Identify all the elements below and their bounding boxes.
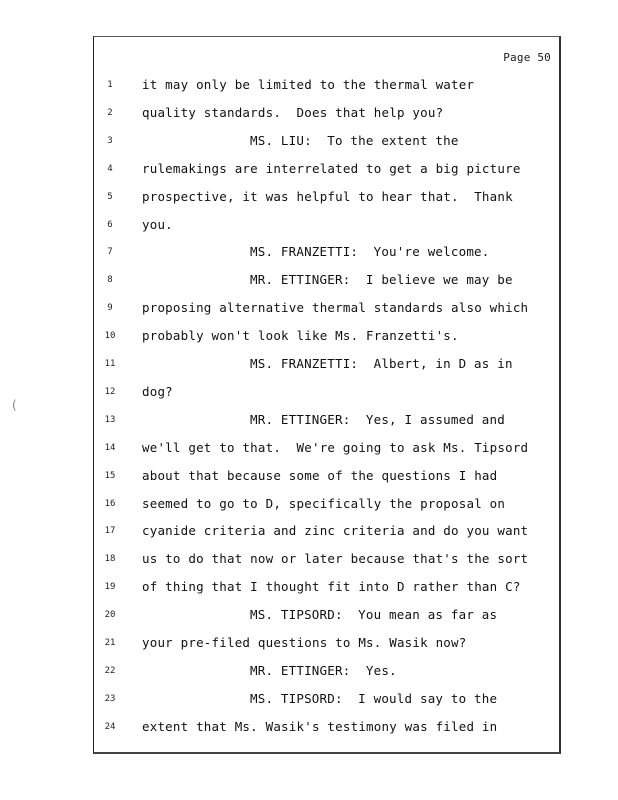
transcript-line <box>94 496 562 516</box>
transcript-line <box>94 663 562 683</box>
transcript-line <box>94 384 562 404</box>
line-number: 4 <box>107 163 113 174</box>
transcript-line <box>94 468 562 488</box>
line-text: us to do that now or later because that's the sort <box>142 551 529 567</box>
line-number: 5 <box>107 191 113 202</box>
transcript-line <box>94 217 562 237</box>
line-text: MS. FRANZETTI: You're welcome. <box>250 244 490 260</box>
transcript-line <box>94 607 562 627</box>
transcript-line <box>94 189 562 209</box>
line-text: proposing alternative thermal standards also which <box>142 300 529 316</box>
transcript-line <box>94 412 562 432</box>
line-text: MS. TIPSORD: You mean as far as <box>250 607 498 623</box>
line-text: dog? <box>142 383 173 399</box>
line-number: 20 <box>104 610 116 621</box>
transcript-line <box>94 440 562 460</box>
transcript-line <box>94 300 562 320</box>
line-number: 18 <box>104 554 116 565</box>
line-text: rulemakings are interrelated to get a big picture <box>142 160 521 176</box>
line-number: 6 <box>107 219 113 230</box>
line-number: 8 <box>107 275 113 286</box>
line-text: quality standards. Does that help you? <box>142 104 444 120</box>
transcript-line <box>94 133 562 153</box>
line-number: 12 <box>104 386 116 397</box>
line-text: it may only be limited to the thermal water <box>142 77 475 92</box>
line-number: 24 <box>104 721 116 732</box>
line-number: 2 <box>107 107 113 118</box>
line-text: about that because some of the questions I had <box>142 467 498 483</box>
line-number: 22 <box>104 665 116 676</box>
transcript-line <box>94 161 562 181</box>
page-number: Page 50 <box>503 51 551 64</box>
line-number: 21 <box>104 638 116 648</box>
line-text: you. <box>142 216 173 232</box>
line-text: extent that Ms. Wasik's testimony was filed in <box>142 718 498 734</box>
line-number: 23 <box>104 693 116 704</box>
line-text: MS. FRANZETTI: Albert, in D as in <box>250 356 513 371</box>
line-text: MS. LIU: To the extent the <box>250 132 459 148</box>
line-text: MR. ETTINGER: Yes, I assumed and <box>250 411 505 427</box>
transcript-line <box>94 356 562 376</box>
line-number: 1 <box>107 80 113 90</box>
line-number: 3 <box>107 135 113 146</box>
transcript-line <box>94 77 562 97</box>
line-number: 14 <box>104 442 116 453</box>
transcript-line <box>94 579 562 599</box>
line-number: 9 <box>107 303 113 314</box>
line-number: 13 <box>104 414 116 425</box>
line-text: MR. ETTINGER: I believe we may be <box>250 272 513 288</box>
transcript-line <box>94 691 562 711</box>
transcript-line <box>94 719 562 739</box>
line-number: 7 <box>107 247 113 258</box>
line-number: 10 <box>104 331 116 342</box>
line-text: seemed to go to D, specifically the proposal on <box>142 495 506 511</box>
line-text: cyanide criteria and zinc criteria and do you want <box>142 523 529 539</box>
line-text: of thing that I thought fit into D rather than C? <box>142 579 521 595</box>
transcript-line <box>94 523 562 543</box>
margin-mark: ( <box>12 398 17 412</box>
line-text: probably won't look like Ms. Franzetti's. <box>142 328 459 344</box>
line-number: 17 <box>104 526 116 537</box>
line-number: 11 <box>104 359 116 369</box>
line-text: MR. ETTINGER: Yes. <box>250 662 397 678</box>
transcript-line <box>94 328 562 348</box>
transcript-page <box>93 36 561 754</box>
line-text: prospective, it was helpful to hear that. Thank <box>142 188 513 204</box>
line-number: 15 <box>104 470 116 481</box>
transcript-line <box>94 635 562 655</box>
line-number: 19 <box>104 582 116 593</box>
line-text: MS. TIPSORD: I would say to the <box>250 690 498 706</box>
line-text: your pre-filed questions to Ms. Wasik now? <box>142 635 467 650</box>
transcript-line <box>94 244 562 264</box>
transcript-line <box>94 551 562 571</box>
transcript-line <box>94 105 562 125</box>
line-text: we'll get to that. We're going to ask Ms. Tipsord <box>142 439 529 455</box>
transcript-line <box>94 272 562 292</box>
line-number: 16 <box>104 498 116 509</box>
